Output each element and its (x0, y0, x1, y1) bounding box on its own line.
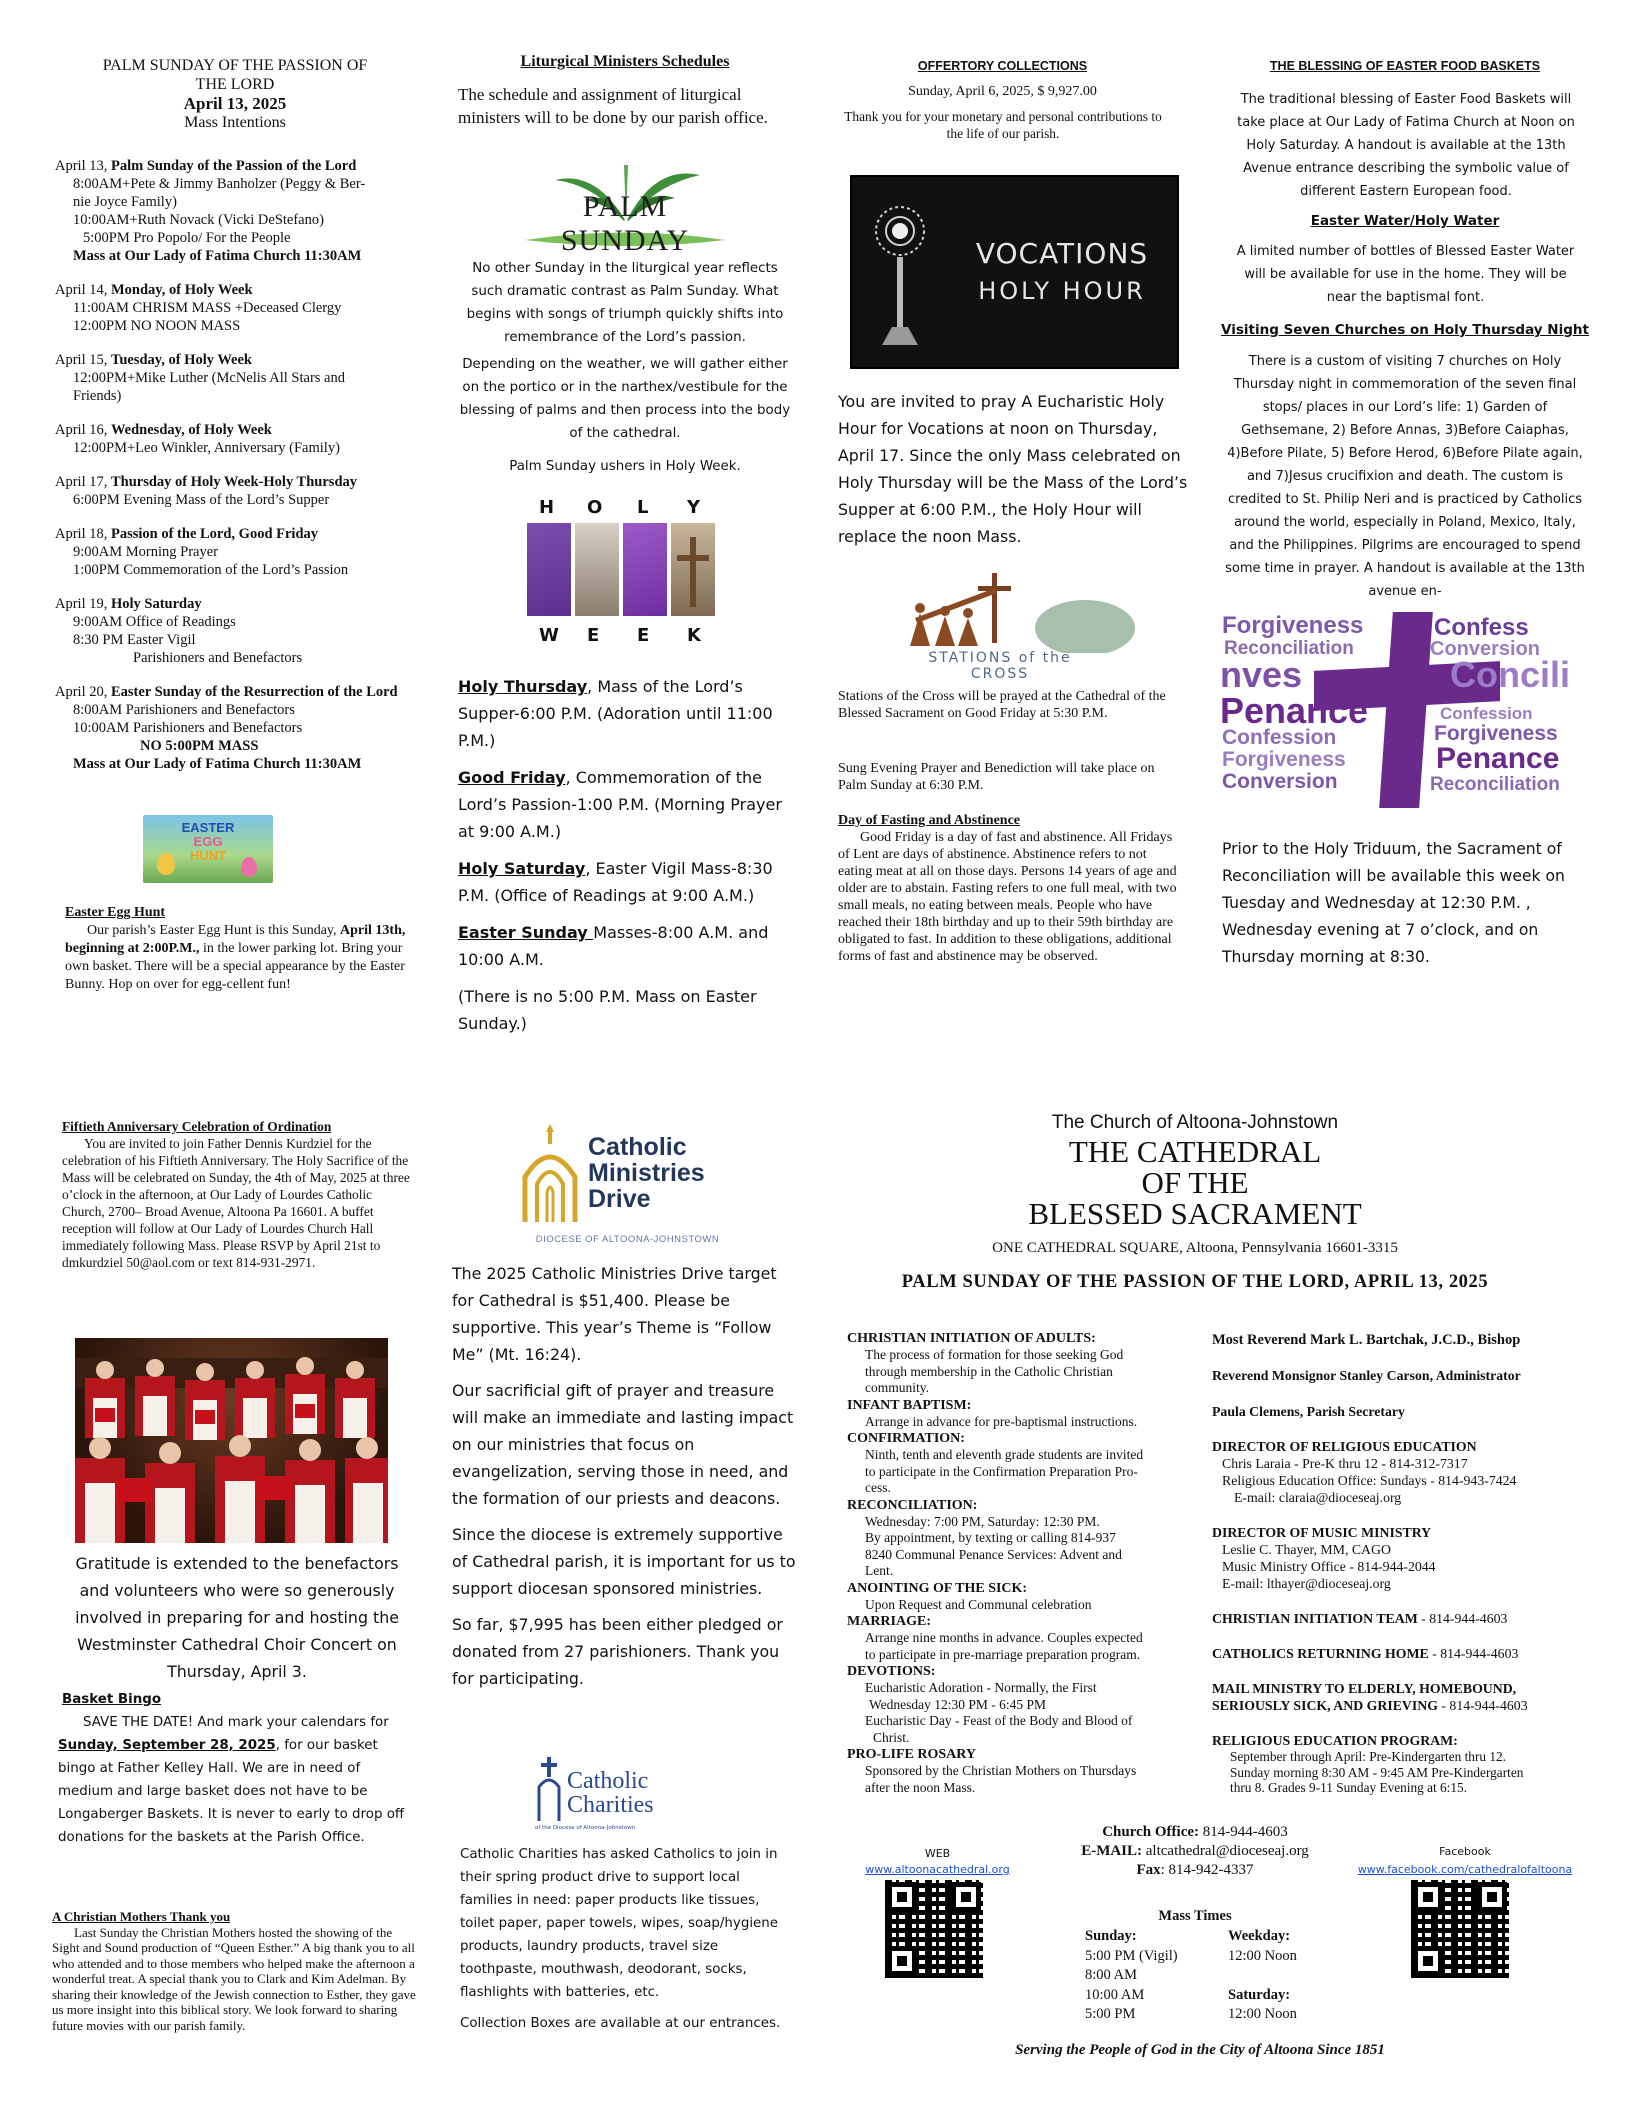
mail-ministry: MAIL MINISTRY TO ELDERLY, HOMEBOUND, (1212, 1681, 1517, 1696)
church-contact (1020, 1823, 1370, 1880)
facebook-link[interactable]: www.facebook.com/cathedralofaltoona (1357, 1863, 1573, 1876)
music-director-heading: DIRECTOR OF MUSIC MINISTRY (1212, 1525, 1432, 1540)
stations-text: Stations of the Cross will be prayed at the Cathedral of the Blessed Sacrament on Good Friday at 5:30 P.M. (838, 689, 1166, 721)
music-director-line: Music Ministry Office - 814-944-2044 (1222, 1559, 1436, 1574)
sacrament-item: CHRISTIAN INITIATION OF ADULTS: The process of formation for those seeking God through membership in the Catholic Christian community. (847, 1331, 1124, 1395)
cloud-word: Penance (1436, 742, 1560, 775)
sacrament-item: PRO-LIFE ROSARY Sponsored by the Christian Mothers on Thursdays after the noon Mass. (847, 1747, 1137, 1795)
intention-day: April 18, Passion of the Lord, Good Friday 9:00AM Morning Prayer 1:00PM Commemoration of the Lord’s Passion (55, 526, 349, 578)
intention-day: April 19, Holy Saturday 9:00AM Office of Readings 8:30 PM Easter Vigil Parishioners and Benefactors (55, 596, 303, 666)
basket-bingo-heading: Basket Bingo (62, 1692, 162, 1707)
masthead-name: THE CATHEDRAL OF THE BLESSED SACRAMENT (1028, 1134, 1362, 1231)
re-program-line: Sunday morning 8:30 AM - 9:45 AM Pre-Kindergarten (1230, 1764, 1524, 1780)
palm-sunday-text: No other Sunday in the liturgical year reflects such dramatic contrast as Palm Sunday. What begins with songs of triumph quickly shifts into remembrance of the Lord’s passion. Depending on the weather, we will gather either on the portico or in the narthex/vestibule for the blessing of palms and then process into the body of the cathedral. Palm Sunday ushers in Holy Week. (459, 261, 791, 474)
liturgical-intro: The schedule and assignment of liturgical ministers will to be done by our parish office. (458, 85, 768, 127)
monstrance-icon (870, 195, 930, 355)
cathedral-arch-icon (520, 1122, 580, 1227)
intention-day: April 20, Easter Sunday of the Resurrection of the Lord 8:00AM Parishioners and Benefactors 10:00AM Parishioners and Benefactors NO 5:00PM MASS Mass at Our Lady of Fatima Church 11:30AM (55, 684, 398, 772)
holy-hour-text: You are invited to pray A Eucharistic Holy Hour for Vocations at noon on Thursday, April 17. Since the only Mass celebrated on Holy Thursday will be the Mass of the Lord’s Supper at 6:00 P.M., the Holy Hour will replace the noon Mass. (838, 392, 1188, 546)
holy-letter: L (637, 497, 649, 518)
church-fax: Fax: 814-942-4337 (1136, 1862, 1254, 1878)
cmd-logo-text: Catholic Ministries Drive (588, 1133, 705, 1213)
charities-cross-icon (535, 1755, 565, 1825)
anniversary-heading: Fiftieth Anniversary Celebration of Ordination (62, 1119, 332, 1134)
re-director-heading: DIRECTOR OF RELIGIOUS EDUCATION (1212, 1439, 1477, 1454)
egg-shape (157, 853, 175, 875)
initiation-team: CHRISTIAN INITIATION TEAM - 814-944-4603 (1212, 1611, 1508, 1626)
cloud-word: nves (1220, 654, 1303, 695)
title-line-2: THE LORD (195, 76, 275, 93)
church-office: Church Office: 814-944-4603 (1102, 1824, 1288, 1840)
offertory-amount: Sunday, April 6, 2025, $ 9,927.00 (908, 84, 1097, 99)
week-letter: E (637, 625, 650, 646)
holy-week-panel (623, 523, 667, 616)
parish-secretary: Paula Clemens, Parish Secretary (1212, 1404, 1405, 1419)
basket-bingo-section (58, 1688, 413, 1849)
charities-text: Catholic Charities has asked Catholics to join in their spring product drive to support local families in need: paper products like tissues, toilet paper, paper towels, wipes, soap/hygiene products, laundry products, travel size toothpaste, mouthwash, deodorant, socks, flashlights with batteries, etc. Collection Boxes are available at our entrances. (460, 1847, 781, 2031)
seven-churches-text: There is a custom of visiting 7 churches on Holy Thursday night in commemoration of the seven final stops/ places in our Lord’s life: 1) Garden of Gethsemane, 2) Before Annas, 3)Before Caiaphas, 4)Before Pilate, 5) Before Herod, 6)Before Pilate again, and 7)Jesus crucifixion and death. The custom is credited to St. Philip Neri and is practiced by Catholics around the world, especially in Poland, Mexico, Italy, and the Philippines. Pilgrims are encouraged to spend some time in prayer. A handout is available at the 13th avenue en- (1225, 354, 1585, 599)
holy-letter: H (539, 497, 555, 518)
mass-times-heading: Mass Times (1158, 1908, 1232, 1924)
evening-prayer-text: Sung Evening Prayer and Benediction will take place on Palm Sunday at 6:30 P.M. (838, 761, 1155, 793)
sacrament-item: INFANT BAPTISM: Arrange in advance for pre-baptismal instructions. (847, 1397, 1138, 1429)
charities-logo-text: Catholic Charities (567, 1768, 654, 1818)
masthead-church: The Church of Altoona-Johnstown (1051, 1112, 1339, 1133)
schedule-item: Holy Saturday, Easter Vigil Mass-8:30 P.M. (Office of Readings at 9:00 A.M.) (458, 859, 773, 905)
masthead-banner: PALM SUNDAY OF THE PASSION OF THE LORD, APRIL 13, 2025 (901, 1272, 1489, 1292)
cloud-word: Confession (1222, 726, 1337, 749)
stations-logo-text: STATIONS of the CROSS (928, 650, 1072, 682)
sacrament-item: MARRIAGE: Arrange nine months in advance. Couples expected to participate in pre-marriage preparation program. (847, 1614, 1143, 1662)
web-label: WEB (924, 1847, 951, 1860)
christian-mothers-text: Last Sunday the Christian Mothers hosted the showing of the Sight and Sound production of “Queen Esther.” A big thank you to all who attended and to those members who helped make the afternoon a wonderful treat. A special thank you to Clark and Kim Adelman. By sharing their knowledge of the Jewish connection to Esther, they gave us more insight into this biblical story. We look forward to sharing future movies with our parish family. (52, 1924, 416, 2033)
mass-intentions-title (60, 56, 410, 132)
intention-day: April 17, Thursday of Holy Week-Holy Thursday 6:00PM Evening Mass of the Lord’s Supper (55, 474, 358, 508)
intention-day: April 14, Monday, of Holy Week 11:00AM CHRISM MASS +Deceased Clergy 12:00PM NO NOON MASS (55, 282, 342, 334)
tagline: Serving the People of God in the City of Altoona Since 1851 (1015, 2042, 1385, 2058)
re-program-heading: RELIGIOUS EDUCATION PROGRAM: (1212, 1733, 1458, 1748)
re-director-line: Chris Laraia - Pre-K thru 12 - 814-312-7317 (1222, 1456, 1468, 1471)
title-line-1: PALM SUNDAY OF THE PASSION OF (102, 57, 368, 74)
week-letter: K (687, 625, 701, 646)
egg-image-word: HUNT (189, 848, 227, 863)
schedule-item: Good Friday, Commemoration of the Lord’s Passion-1:00 P.M. (Morning Prayer at 9:00 A.M.) (458, 768, 782, 841)
staff-directory (1212, 1332, 1592, 1796)
cloud-word: Forgiveness (1222, 612, 1364, 639)
easter-egg-hunt (65, 904, 415, 994)
mass-intentions-subtitle: Mass Intentions (184, 114, 286, 131)
mass-intentions-list (55, 157, 410, 773)
intention-day: April 15, Tuesday, of Holy Week 12:00PM+Mike Luther (McNelis All Stars and Friends) (55, 352, 345, 404)
sacraments-list (847, 1330, 1182, 1796)
cloud-word: Penance (1220, 690, 1369, 731)
holy-week-panel (575, 523, 619, 616)
reconciliation-text: Prior to the Holy Triduum, the Sacrament of Reconciliation will be available this week on Tuesday and Wednesday at 12:30 P.M. , Wednesday evening at 7 o’clock, and on Thursday morning at 8:30. (1222, 840, 1565, 966)
basket-bingo-text: SAVE THE DATE! And mark your calendars for Sunday, September 28, 2025, for our basket bingo at Father Kelley Hall. We are in need of medium and large basket does not have to be Longaberger Baskets. It is never to early to drop off donations for the baskets at the Parish Office. (58, 1715, 405, 1845)
seven-churches-heading: Visiting Seven Churches on Holy Thursday Night (1221, 322, 1589, 338)
offertory-heading: OFFERTORY COLLECTIONS (917, 59, 1088, 73)
egg-hunt-heading: Easter Egg Hunt (65, 905, 166, 920)
palm-sunday-logo (515, 160, 735, 255)
holy-week-schedule (458, 673, 793, 1037)
administrator: Reverend Monsignor Stanley Carson, Administrator (1212, 1368, 1521, 1383)
cloud-word: Concili (1450, 654, 1570, 695)
fasting-section (838, 812, 1183, 965)
christian-mothers-heading: A Christian Mothers Thank you (52, 1909, 231, 1924)
intention-day: April 16, Wednesday, of Holy Week 12:00PM+Leo Winkler, Anniversary (Family) (55, 422, 340, 456)
cloud-word: Conversion (1222, 770, 1338, 793)
choir-singers-icon (75, 1338, 388, 1543)
intention-day: April 13, Palm Sunday of the Passion of the Lord 8:00AM+Pete & Jimmy Banholzer (Peggy & Ber- nie Joyce Family) 10:00AM+Ruth Novack (Vicki DeStefano) 5:00PM Pro Popolo/ For the People Mass at Our Lady of Fatima Church 11:30AM (55, 158, 366, 264)
reconciliation-word-cloud (1218, 606, 1570, 812)
purple-cross-icon (1379, 612, 1433, 808)
offertory-thanks: Thank you for your monetary and personal contributions to the life of our parish. (844, 109, 1162, 141)
cmd-diocese: DIOCESE OF ALTOONA-JOHNSTOWN (535, 1234, 720, 1245)
charities-subtitle: of the Diocese of Altoona-Johnstown (535, 1825, 636, 1831)
cloud-word: Reconciliation (1430, 774, 1560, 795)
food-baskets-text: The traditional blessing of Easter Food Baskets will take place at Our Lady of Fatima Church at Noon on Holy Saturday. A handout is available at the 13th Avenue entrance describing the symbolic value of different Eastern European food. (1237, 92, 1575, 199)
facebook-label: Facebook (1439, 1845, 1491, 1858)
facebook-qr-code[interactable] (1411, 1880, 1509, 1978)
sacrament-item: RECONCILIATION: Wednesday: 7:00 PM, Saturday: 12:30 PM. By appointment, by texting or calling 814-937 8240 Communal Penance Services: Advent and Lent. (847, 1497, 1122, 1578)
website-link[interactable]: www.altoonacathedral.org (865, 1863, 1010, 1876)
holy-week-graphic (525, 497, 715, 647)
egg-hunt-text: Our parish’s Easter Egg Hunt is this Sunday, April 13th, beginning at 2:00P.M., in the lower parking lot. Bring your own basket. There will be a special appearance by the Easter Bunny. Hop on over for egg-cellent fun! (65, 923, 406, 992)
re-director-line: Religious Education Office: Sundays - 814-943-7424 (1222, 1473, 1517, 1488)
holy-week-panel (527, 523, 571, 616)
mail-ministry-line: SERIOUSLY SICK, AND GRIEVING - 814-944-4603 (1212, 1698, 1528, 1713)
mass-date: April 13, 2025 (183, 94, 287, 113)
church-email: E-MAIL: altcathedral@dioceseaj.org (1081, 1843, 1309, 1859)
sunday-mass-times: Sunday: 5:00 PM (Vigil) 8:00 AM 10:00 AM 5:00 PM (1085, 1928, 1178, 2022)
cloud-word: Confession (1440, 704, 1533, 723)
food-baskets-heading: THE BLESSING OF EASTER FOOD BASKETS (1269, 59, 1541, 73)
egg-shape (241, 857, 257, 877)
holy-letter: O (587, 497, 603, 518)
egg-image-word: EASTER (181, 820, 235, 835)
music-director-line: Leslie C. Thayer, MM, CAGO (1222, 1542, 1391, 1557)
stations-of-the-cross-logo (900, 568, 1140, 682)
weekday-mass-times: Weekday: 12:00 Noon Saturday: 12:00 Noon (1228, 1928, 1297, 2022)
gratitude-text: Gratitude is extended to the benefactors and volunteers who were so generously involved in preparing for and hosting the Westminster Cathedral Choir Concert on Thursday, April 3. (75, 1554, 399, 1681)
easter-water-heading: Easter Water/Holy Water (1310, 213, 1500, 229)
website-qr-code[interactable] (885, 1880, 983, 1978)
christian-mothers-section (52, 1909, 417, 2033)
week-letter: W (539, 625, 559, 646)
re-director-email: E-mail: claraia@dioceseaj.org (1234, 1490, 1402, 1505)
easter-water-text: A limited number of bottles of Blessed Easter Water will be available for use in the home. They will be near the baptismal font. (1236, 244, 1575, 305)
schedule-item: Holy Thursday, Mass of the Lord’s Supper-6:00 P.M. (Adoration until 11:00 P.M.) (458, 677, 773, 750)
vocations-title: VOCATIONS (975, 237, 1149, 270)
anniversary-text: You are invited to join Father Dennis Kurdziel for the celebration of his Fiftieth Anniversary. The Holy Sacrifice of the Mass will be celebrated on Sunday, the 4th of May, 2025 at three o’clock in the afternoon, at Our Lady of Lourdes Catholic Church, 2700– Broad Avenue, Altoona Pa 16601. A buffet reception will follow at Our Lady of Lourdes Church Hall immediately following Mass. Please RSVP by April 21st to dmkurdziel 50@aol.com or text 814-931-2971. (62, 1136, 410, 1270)
holy-letter: Y (687, 497, 701, 518)
palm-sunday-logo-text: PALM SUNDAY (560, 190, 690, 257)
stations-silhouette-icon (900, 568, 1140, 653)
cloud-word: Conversion (1430, 638, 1541, 660)
music-director-email: E-mail: lthayer@dioceseaj.org (1222, 1576, 1391, 1591)
fasting-text: Good Friday is a day of fast and abstinence. All Fridays of Lent are days of abstinence. Abstinence refers to not eating meat at all on those days. Persons 14 years of age and older are to abstain. Fasting refers to one full meal, with two small meals, no eating between meals. People who have reached their 18th birthday and up to their 59th birthday are obligated to fast. In addition to these obligations, additional forms of fast and abstinence may be observed. (838, 830, 1177, 964)
catholic-ministries-drive-logo (520, 1122, 735, 1252)
bishop: Most Reverend Mark L. Bartchak, J.C.D., Bishop (1212, 1332, 1521, 1348)
holy-hour-title: HOLY HOUR (978, 277, 1146, 305)
cloud-word: Forgiveness (1434, 722, 1558, 745)
liturgical-heading: Liturgical Ministers Schedules (520, 53, 730, 70)
vocations-holy-hour-image (850, 175, 1179, 369)
re-program-line: September through April: Pre-Kindergarten thru 12. (1230, 1749, 1506, 1764)
catholics-returning-home: CATHOLICS RETURNING HOME - 814-944-4603 (1212, 1646, 1519, 1661)
choir-photo (75, 1338, 388, 1543)
cloud-word: Confess (1434, 614, 1529, 641)
cross-icon (690, 537, 696, 607)
sacrament-item: DEVOTIONS: Eucharistic Adoration - Normally, the First Wednesday 12:30 PM - 6:45 PM Eucharistic Day - Feast of the Body and Blood of Christ. (847, 1664, 1133, 1745)
cloud-word: Reconciliation (1224, 638, 1354, 659)
catholic-charities-logo (535, 1755, 695, 1835)
re-program-line: thru 8. Grades 9-11 Sunday Evening at 6:15. (1230, 1780, 1467, 1795)
fasting-heading: Day of Fasting and Abstinence (838, 813, 1021, 828)
sacrament-item: ANOINTING OF THE SICK: Upon Request and Communal celebration (847, 1580, 1092, 1612)
cloud-word: Forgiveness (1222, 748, 1346, 771)
masthead-address: ONE CATHEDRAL SQUARE, Altoona, Pennsylvania 16601-3315 (992, 1240, 1398, 1256)
schedule-note: (There is no 5:00 P.M. Mass on Easter Sunday.) (458, 987, 757, 1033)
anniversary-section (62, 1118, 412, 1271)
egg-image-word: EGG (193, 834, 223, 849)
schedule-item: Easter Sunday Masses-8:00 A.M. and 10:00 A.M. (458, 923, 769, 969)
ministries-drive-text: The 2025 Catholic Ministries Drive target for Cathedral is $51,400. Please be supportive. This year’s Theme is “Follow Me” (Mt. 16:24). Our sacrificial gift of prayer and treasure will make an immediate and lasting impact on our ministries that focus on evangelization, serving those in need, and the formation of our priests and deacons. Since the diocese is extremely supportive of Cathedral parish, it is important for us to support diocesan sponsored ministries. So far, $7,995 has been either pledged or donated from 27 parishioners. Thank you for participating. (452, 1264, 796, 1688)
easter-egg-hunt-image (143, 815, 273, 883)
week-letter: E (587, 625, 600, 646)
sacrament-item: CONFIRMATION: Ninth, tenth and eleventh grade students are invited to participate in the Confirmation Preparation Pro- cess. (847, 1431, 1144, 1495)
